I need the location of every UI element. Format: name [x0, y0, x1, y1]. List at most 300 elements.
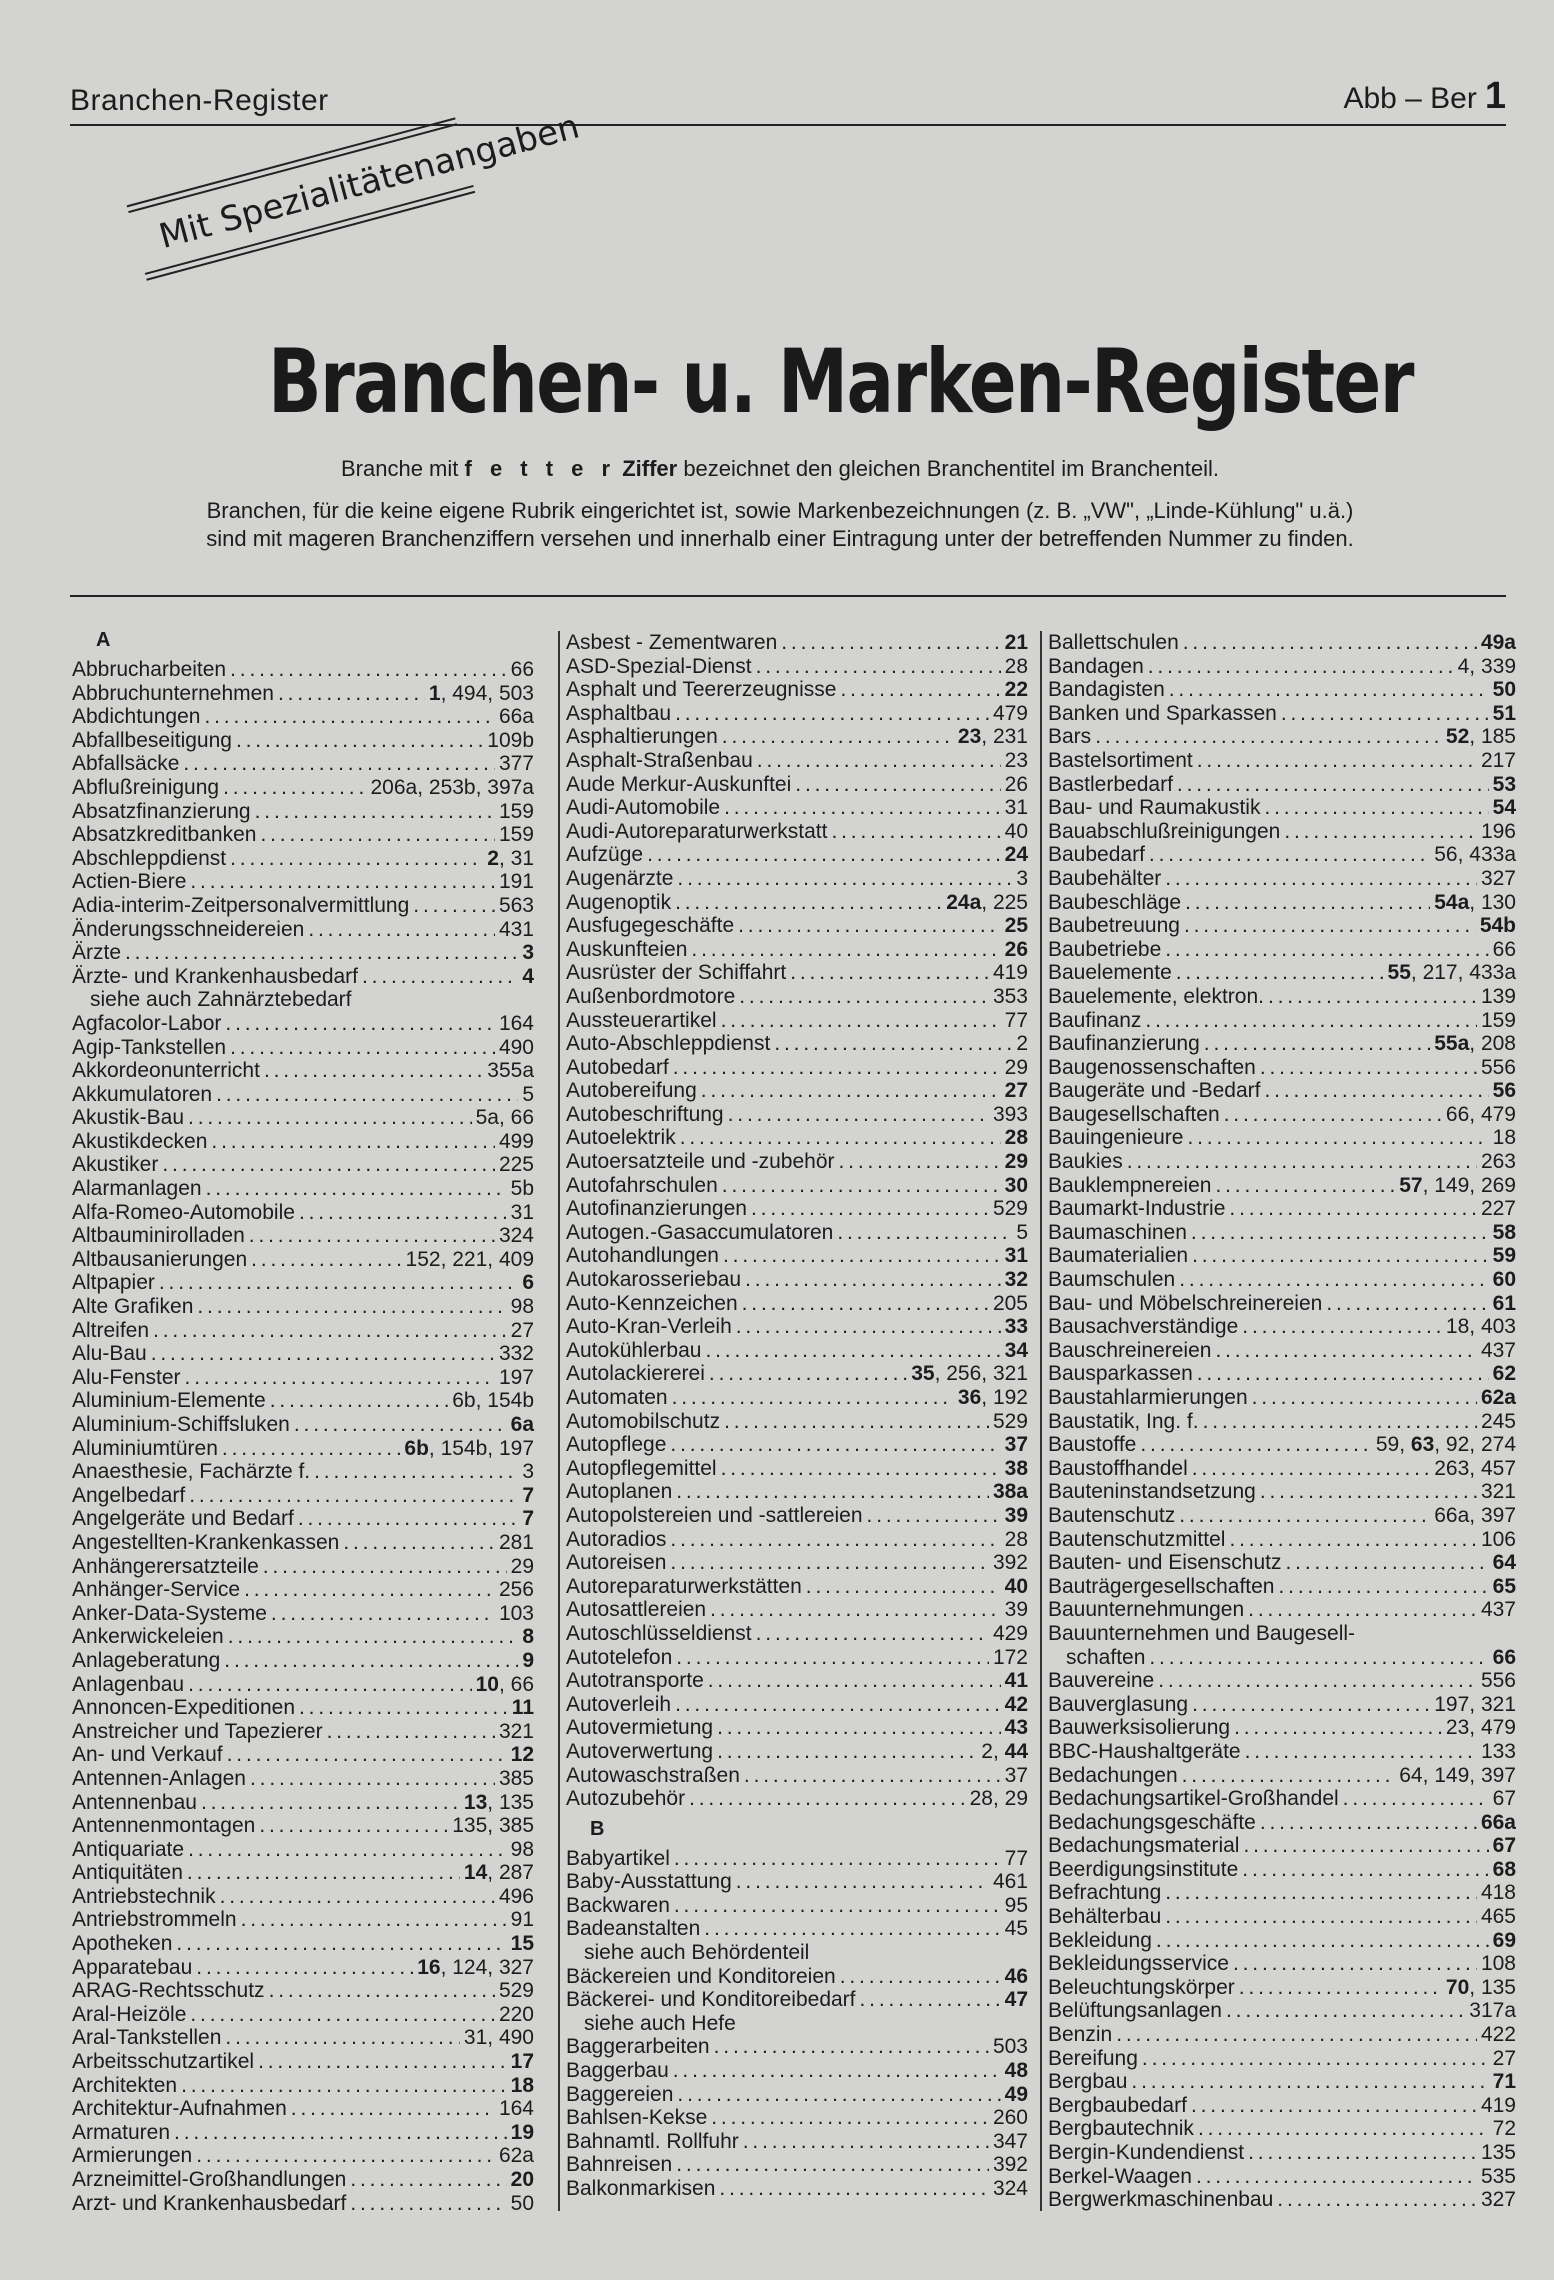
leader-dots: [1192, 1457, 1431, 1481]
entry-title: Autoreparaturwerkstätten: [566, 1574, 802, 1598]
register-entry: [1048, 1811, 1516, 1835]
entry-numbers: 13, 135: [463, 1790, 534, 1814]
leader-dots: [1177, 773, 1489, 797]
entry-title: Bauunternehmungen: [1048, 1598, 1245, 1622]
leader-dots: [711, 2106, 989, 2130]
leader-dots: [672, 1386, 954, 1410]
entry-title: Altbauminirolladen: [72, 1224, 245, 1248]
entry-title: Autoelektrik: [566, 1126, 676, 1150]
entry-numbers: 62a: [1480, 1386, 1516, 1409]
register-entry: [566, 725, 1028, 749]
register-entry: [566, 1103, 1028, 1127]
entry-numbers: 418: [1480, 1881, 1516, 1905]
entry-title: Angelgeräte und Bedarf: [72, 1507, 294, 1531]
entry-numbers: 437: [1480, 1338, 1516, 1362]
leader-dots: [677, 867, 1012, 891]
entry-numbers: 28, 29: [969, 1787, 1028, 1811]
entry-numbers: 479: [992, 701, 1028, 725]
register-entry: [566, 1646, 1028, 1670]
entry-title: Arbeitsschutzartikel: [72, 2050, 255, 2074]
entry-numbers: 31: [1004, 1244, 1028, 1268]
entry-title: Abfallsäcke: [72, 752, 180, 776]
entry-numbers: 26: [1004, 772, 1028, 796]
leader-dots: [1234, 1716, 1442, 1740]
entry-numbers: 66: [1492, 937, 1516, 961]
entry-title: Autotelefon: [566, 1645, 673, 1669]
entry-numbers: 95: [1004, 1893, 1028, 1917]
entry-title: Baugenossenschaften: [1048, 1055, 1256, 1079]
register-entry: [566, 891, 1028, 915]
register-entry: [566, 1386, 1028, 1410]
register-entry: [1048, 2117, 1516, 2141]
register-entry: [566, 961, 1028, 985]
entry-numbers: 496: [498, 1884, 534, 1908]
entry-numbers: 24: [1004, 843, 1028, 867]
register-entry: [72, 1012, 534, 1036]
register-entry: [1048, 938, 1516, 962]
entry-numbers: 281: [498, 1530, 534, 1554]
entry-title: Angelbedarf: [72, 1483, 186, 1507]
entry-title: Autokühlerbau: [566, 1338, 702, 1362]
entry-continuation: Bauunternehmen und Baugesell-: [1048, 1621, 1356, 1645]
entry-title: Baustatik, Ing. f.: [1048, 1409, 1199, 1433]
entry-numbers: 64: [1492, 1551, 1516, 1575]
register-entry: [72, 1791, 534, 1815]
register-entry: [1048, 1103, 1516, 1127]
entry-numbers: 31: [510, 1200, 534, 1224]
entry-title: Baustoffe: [1048, 1433, 1137, 1457]
entry-numbers: 377: [498, 752, 534, 776]
entry-title: Abflußreinigung: [72, 775, 220, 799]
leader-dots: [714, 2035, 989, 2059]
leader-dots: [1179, 1504, 1430, 1528]
entry-title: Autoverleih: [566, 1692, 672, 1716]
entry-numbers: 556: [1480, 1055, 1516, 1079]
register-entry: [72, 847, 534, 871]
entry-numbers: 6b, 154b, 197: [404, 1436, 534, 1460]
entry-numbers: 422: [1480, 2023, 1516, 2047]
entry-numbers: 37: [1004, 1433, 1028, 1457]
entry-title: Ballettschulen: [1048, 631, 1179, 654]
leader-dots: [230, 658, 507, 682]
leader-dots: [674, 1847, 1001, 1871]
leader-dots: [1165, 1905, 1477, 1929]
entry-numbers: 66: [510, 658, 534, 681]
entry-numbers: 28: [1004, 1527, 1028, 1551]
entry-title: Aluminiumtüren: [72, 1436, 218, 1460]
register-entry: [72, 1531, 534, 1555]
entry-numbers: 263: [1480, 1150, 1516, 1174]
entry-numbers: 6b, 154b: [452, 1389, 534, 1413]
entry-title: Audi-Automobile: [566, 796, 721, 820]
leader-dots: [1191, 1221, 1489, 1245]
leader-dots: [1149, 1646, 1488, 1670]
leader-dots: [1229, 1528, 1477, 1552]
leader-dots: [1285, 1551, 1488, 1575]
entry-numbers: 72: [1492, 2117, 1516, 2141]
entry-title: Autopflege: [566, 1433, 667, 1457]
register-entry: [1048, 1480, 1516, 1504]
entry-title: schaften: [1066, 1645, 1146, 1669]
leader-dots: [673, 2059, 1001, 2083]
entry-numbers: 59: [1492, 1244, 1516, 1268]
leader-dots: [263, 1555, 507, 1579]
entry-title: Bahnreisen: [566, 2153, 673, 2177]
entry-numbers: 159: [1480, 1008, 1516, 1032]
entry-numbers: 164: [498, 2097, 534, 2121]
leader-dots: [1260, 1811, 1477, 1835]
leader-dots: [1268, 985, 1477, 1009]
leader-dots: [670, 1551, 989, 1575]
register-entry: [566, 1917, 1028, 1941]
leader-dots: [1185, 891, 1430, 915]
entry-title: Auto-Kennzeichen: [566, 1291, 738, 1315]
entry-numbers: 56: [1492, 1079, 1516, 1103]
entry-title: Altpapier: [72, 1271, 155, 1295]
leader-dots: [255, 800, 495, 824]
entry-numbers: 54: [1492, 796, 1516, 820]
intro-line-2: Branchen, für die keine eigene Rubrik eingerichtet ist, sowie Markenbezeichnungen (z. B. „VW", „Linde-Kühlung" u.ä.): [206, 498, 1354, 523]
register-entry: [1048, 1410, 1516, 1434]
leader-dots: [298, 1507, 518, 1531]
leader-dots: [1140, 1433, 1372, 1457]
entry-numbers: 355a: [487, 1059, 534, 1083]
entry-numbers: 18, 403: [1445, 1315, 1516, 1339]
register-entry: [1048, 2023, 1516, 2047]
register-entry: [1048, 1457, 1516, 1481]
register-entry: [72, 823, 534, 847]
register-entry: [72, 1413, 534, 1437]
entry-numbers: 152, 221, 409: [405, 1247, 534, 1271]
entry-numbers: 60: [1492, 1268, 1516, 1292]
leader-dots: [1197, 1362, 1489, 1386]
register-entry: [72, 1153, 534, 1177]
entry-title: Augenoptik: [566, 890, 672, 914]
entry-title: Anaesthesie, Fachärzte f.: [72, 1460, 311, 1484]
entry-title: Angestellten-Krankenkassen: [72, 1530, 340, 1554]
leader-dots: [308, 918, 495, 942]
leader-dots: [860, 1988, 1001, 2012]
leader-dots: [1165, 938, 1488, 962]
register-entry: [1048, 985, 1516, 1009]
leader-dots: [1326, 1292, 1488, 1316]
entry-title: Bergbaubedarf: [1048, 2093, 1187, 2117]
leader-dots: [721, 1457, 1001, 1481]
leader-dots: [291, 2097, 495, 2121]
entry-title: Akkordeonunterricht: [72, 1059, 260, 1083]
leader-dots: [1245, 1740, 1477, 1764]
register-entry: [72, 1885, 534, 1909]
entry-title: Abbrucharbeiten: [72, 658, 227, 681]
entry-numbers: 69: [1492, 1928, 1516, 1952]
entry-numbers: 461: [992, 1870, 1028, 1894]
leader-dots: [196, 1956, 413, 1980]
entry-title: Actien-Biere: [72, 870, 187, 894]
register-entry: [1048, 961, 1516, 985]
entry-title: Autobedarf: [566, 1055, 669, 1079]
entry-title: Antriebstechnik: [72, 1884, 216, 1908]
entry-numbers: 39: [1004, 1503, 1028, 1527]
register-entry: [1048, 1268, 1516, 1292]
register-entry: [566, 1032, 1028, 1056]
entry-title: Antiquitäten: [72, 1861, 183, 1885]
entry-title: Anlageberatung: [72, 1648, 221, 1672]
entry-title: Bausachverständige: [1048, 1315, 1239, 1339]
intro-line-1: Branche mit f e t t e r Ziffer bezeichnet den gleichen Branchentitel im Branchenteil.: [341, 456, 1219, 481]
register-entry: [566, 1988, 1028, 2012]
entry-numbers: 196: [1480, 819, 1516, 843]
register-entry: [72, 1083, 534, 1107]
entry-numbers: 159: [498, 823, 534, 847]
entry-title: Aussteuerartikel: [566, 1008, 717, 1032]
leader-dots: [258, 2050, 507, 2074]
entry-numbers: 55, 217, 433a: [1387, 961, 1516, 985]
leader-dots: [806, 1575, 1001, 1599]
entry-title: Belüftungsanlagen: [1048, 1999, 1222, 2023]
entry-title: Bautenschutz: [1048, 1503, 1176, 1527]
register-entry: [566, 1244, 1028, 1268]
entry-title: Baubetriebe: [1048, 937, 1162, 961]
leader-dots: [244, 1578, 495, 1602]
register-entry: [72, 2050, 534, 2074]
register-entry: [72, 2003, 534, 2027]
entry-title: Ausfugegeschäfte: [566, 914, 735, 938]
leader-dots: [1284, 820, 1477, 844]
entry-numbers: 191: [498, 870, 534, 894]
entry-numbers: 17: [510, 2050, 534, 2074]
entry-title: Baubedarf: [1048, 843, 1145, 867]
leader-dots: [676, 1646, 989, 1670]
leader-dots: [724, 796, 1001, 820]
entry-numbers: 347: [992, 2129, 1028, 2153]
entry-title: Bastelsortiment: [1048, 748, 1193, 772]
entry-numbers: 392: [992, 2153, 1028, 2177]
register-entry: [566, 1716, 1028, 1740]
leader-dots: [250, 1767, 495, 1791]
leader-dots: [1242, 1315, 1442, 1339]
register-entry: [1048, 1693, 1516, 1717]
leader-dots: [701, 1079, 1001, 1103]
leader-dots: [241, 1908, 507, 1932]
leader-dots: [1169, 678, 1489, 702]
register-entry: [1048, 796, 1516, 820]
entry-numbers: 42: [1004, 1692, 1028, 1716]
entry-title: Badeanstalten: [566, 1917, 701, 1941]
leader-dots: [299, 1696, 508, 1720]
entry-numbers: 327: [1480, 2188, 1516, 2212]
entry-title: Anhänger-Service: [72, 1578, 241, 1602]
entry-numbers: 29: [1004, 1055, 1028, 1079]
entry-title: Baufinanzierung: [1048, 1032, 1200, 1056]
entry-title: Bauvereine: [1048, 1669, 1155, 1693]
entry-title: Audi-Autoreparaturwerkstatt: [566, 819, 828, 843]
entry-numbers: 3: [522, 941, 534, 965]
entry-numbers: 51: [1492, 701, 1516, 725]
section-divider: [70, 595, 1506, 597]
entry-title: Bauschreinereien: [1048, 1338, 1212, 1362]
leader-dots: [689, 1787, 966, 1811]
entry-title: Autopolstereien und -sattlereien: [566, 1503, 863, 1527]
entry-numbers: 529: [498, 1979, 534, 2003]
register-entry: [72, 1720, 534, 1744]
leader-dots: [738, 914, 1001, 938]
register-entry: [1048, 749, 1516, 773]
entry-numbers: 68: [1492, 1857, 1516, 1881]
entry-title: Bastlerbedarf: [1048, 772, 1173, 796]
register-entry: [72, 1767, 534, 1791]
entry-numbers: 197: [498, 1365, 534, 1389]
entry-numbers: 217: [1480, 748, 1516, 772]
entry-title: Bandagisten: [1048, 678, 1165, 702]
leader-dots: [831, 820, 1000, 844]
leader-dots: [259, 1814, 448, 1838]
entry-title: Baubetreuung: [1048, 914, 1180, 938]
see-also-note: siehe auch Zahnärztebedarf: [90, 988, 352, 1012]
leader-dots: [206, 1177, 507, 1201]
entry-title: Beleuchtungskörper: [1048, 1975, 1235, 1999]
leader-dots: [211, 1130, 495, 1154]
register-entry: [72, 1696, 534, 1720]
entry-title: ARAG-Rechtsschutz: [72, 1979, 265, 2003]
register-entry: [1048, 1929, 1516, 1953]
register-entry: [566, 1764, 1028, 1788]
leader-dots: [1191, 2094, 1477, 2118]
register-entry: [1048, 1669, 1516, 1693]
leader-dots: [159, 1271, 518, 1295]
register-entry: [1048, 1764, 1516, 1788]
entry-title: Aufzüge: [566, 843, 644, 867]
entry-title: Baggerbau: [566, 2059, 669, 2083]
leader-dots: [151, 1342, 495, 1366]
register-entry: [566, 2130, 1028, 2154]
register-entry: [72, 1201, 534, 1225]
register-entry: [72, 2026, 534, 2050]
leader-dots: [674, 1894, 1001, 1918]
entry-numbers: 392: [992, 1551, 1028, 1575]
entry-title: Antennen-Anlagen: [72, 1766, 246, 1790]
register-entry: [566, 1787, 1028, 1811]
leader-dots: [220, 1885, 495, 1909]
entry-numbers: 21: [1004, 631, 1028, 654]
page-number: 1: [1484, 75, 1506, 117]
page-title: Branchen- u. Marken-Register: [268, 330, 1413, 433]
leader-dots: [736, 1870, 989, 1894]
leader-dots: [1196, 2165, 1477, 2189]
register-entry: [72, 2144, 534, 2168]
entry-title: Berkel-Waagen: [1048, 2164, 1192, 2188]
entry-numbers: 37: [1004, 1763, 1028, 1787]
register-entry: [72, 1649, 534, 1673]
register-entry: [566, 2059, 1028, 2083]
leader-dots: [1197, 749, 1477, 773]
entry-title: Antriebstrommeln: [72, 1908, 237, 1932]
leader-dots: [225, 2026, 460, 2050]
register-entry: [1048, 1056, 1516, 1080]
register-entry: [566, 2177, 1028, 2201]
leader-dots: [197, 1295, 506, 1319]
leader-dots: [224, 1649, 518, 1673]
entry-numbers: 225: [498, 1153, 534, 1177]
entry-numbers: 23: [1004, 748, 1028, 772]
leader-dots: [236, 729, 483, 753]
register-entry: [72, 1625, 534, 1649]
entry-numbers: 45: [1004, 1917, 1028, 1941]
entry-numbers: 503: [992, 2035, 1028, 2059]
leader-dots: [704, 1917, 1000, 1941]
leader-dots: [174, 2121, 507, 2145]
entry-title: Auskunfteien: [566, 937, 688, 961]
leader-dots: [781, 631, 1000, 655]
entry-numbers: 35, 256, 321: [911, 1362, 1028, 1386]
leader-dots: [350, 2168, 506, 2192]
register-entry: [566, 1126, 1028, 1150]
leader-dots: [721, 1009, 1001, 1033]
register-entry: [566, 820, 1028, 844]
entry-title: Baustahlarmierungen: [1048, 1386, 1248, 1409]
entry-title: ASD-Spezial-Dienst: [566, 654, 752, 678]
entry-numbers: 55a, 208: [1434, 1032, 1516, 1056]
entry-title: Balkonmarkisen: [566, 2177, 716, 2200]
entry-numbers: 49a: [1480, 631, 1516, 654]
leader-dots: [230, 1036, 495, 1060]
entry-numbers: 135: [1480, 2141, 1516, 2164]
entry-title: Bau- und Möbelschreinereien: [1048, 1291, 1323, 1315]
leader-dots: [1165, 1881, 1477, 1905]
entry-title: Agip-Tankstellen: [72, 1035, 227, 1059]
leader-dots: [190, 870, 495, 894]
leader-dots: [675, 1693, 1001, 1717]
register-entry: [566, 1009, 1028, 1033]
leader-dots: [1192, 1693, 1430, 1717]
leader-dots: [728, 1103, 989, 1127]
entry-numbers: 324: [992, 2177, 1028, 2200]
entry-title: Bauwerksisolierung: [1048, 1716, 1231, 1740]
leader-dots: [1264, 1079, 1488, 1103]
entry-numbers: 321: [498, 1719, 534, 1743]
entry-title: Akustikdecken: [72, 1129, 208, 1153]
entry-numbers: 9: [522, 1648, 534, 1672]
entry-numbers: 39: [1004, 1598, 1028, 1622]
entry-numbers: 48: [1004, 2059, 1028, 2083]
leader-dots: [1131, 2070, 1488, 2094]
leader-dots: [724, 1410, 989, 1434]
register-entry: [1048, 1551, 1516, 1575]
range-label: Abb – Ber: [1343, 82, 1477, 115]
entry-numbers: 22: [1004, 678, 1028, 702]
entry-numbers: 4, 339: [1457, 654, 1516, 678]
entry-numbers: 57, 149, 269: [1399, 1173, 1516, 1197]
entry-title: Bedachungsgeschäfte: [1048, 1810, 1256, 1834]
register-entry: [1048, 2094, 1516, 2118]
leader-dots: [1260, 1480, 1477, 1504]
register-entry: [566, 1197, 1028, 1221]
entry-title: Autotransporte: [566, 1669, 704, 1693]
register-entry: [72, 2192, 534, 2216]
entry-numbers: 41: [1004, 1669, 1028, 1693]
leader-dots: [675, 891, 942, 915]
entry-title: Bäckerei- und Konditoreibedarf: [566, 1988, 856, 2012]
entry-title: Bahnamtl. Rollfuhr: [566, 2129, 739, 2153]
register-entry: [72, 965, 534, 989]
register-entry: [566, 1598, 1028, 1622]
entry-title: Außenbordmotore: [566, 984, 736, 1008]
entry-title: Befrachtung: [1048, 1881, 1162, 1905]
entry-numbers: 7: [522, 1507, 534, 1531]
register-entry: [566, 1669, 1028, 1693]
section-letter: A: [96, 629, 111, 651]
entry-title: Anhängerersatzteile: [72, 1554, 259, 1578]
entry-numbers: 5b: [510, 1177, 534, 1201]
